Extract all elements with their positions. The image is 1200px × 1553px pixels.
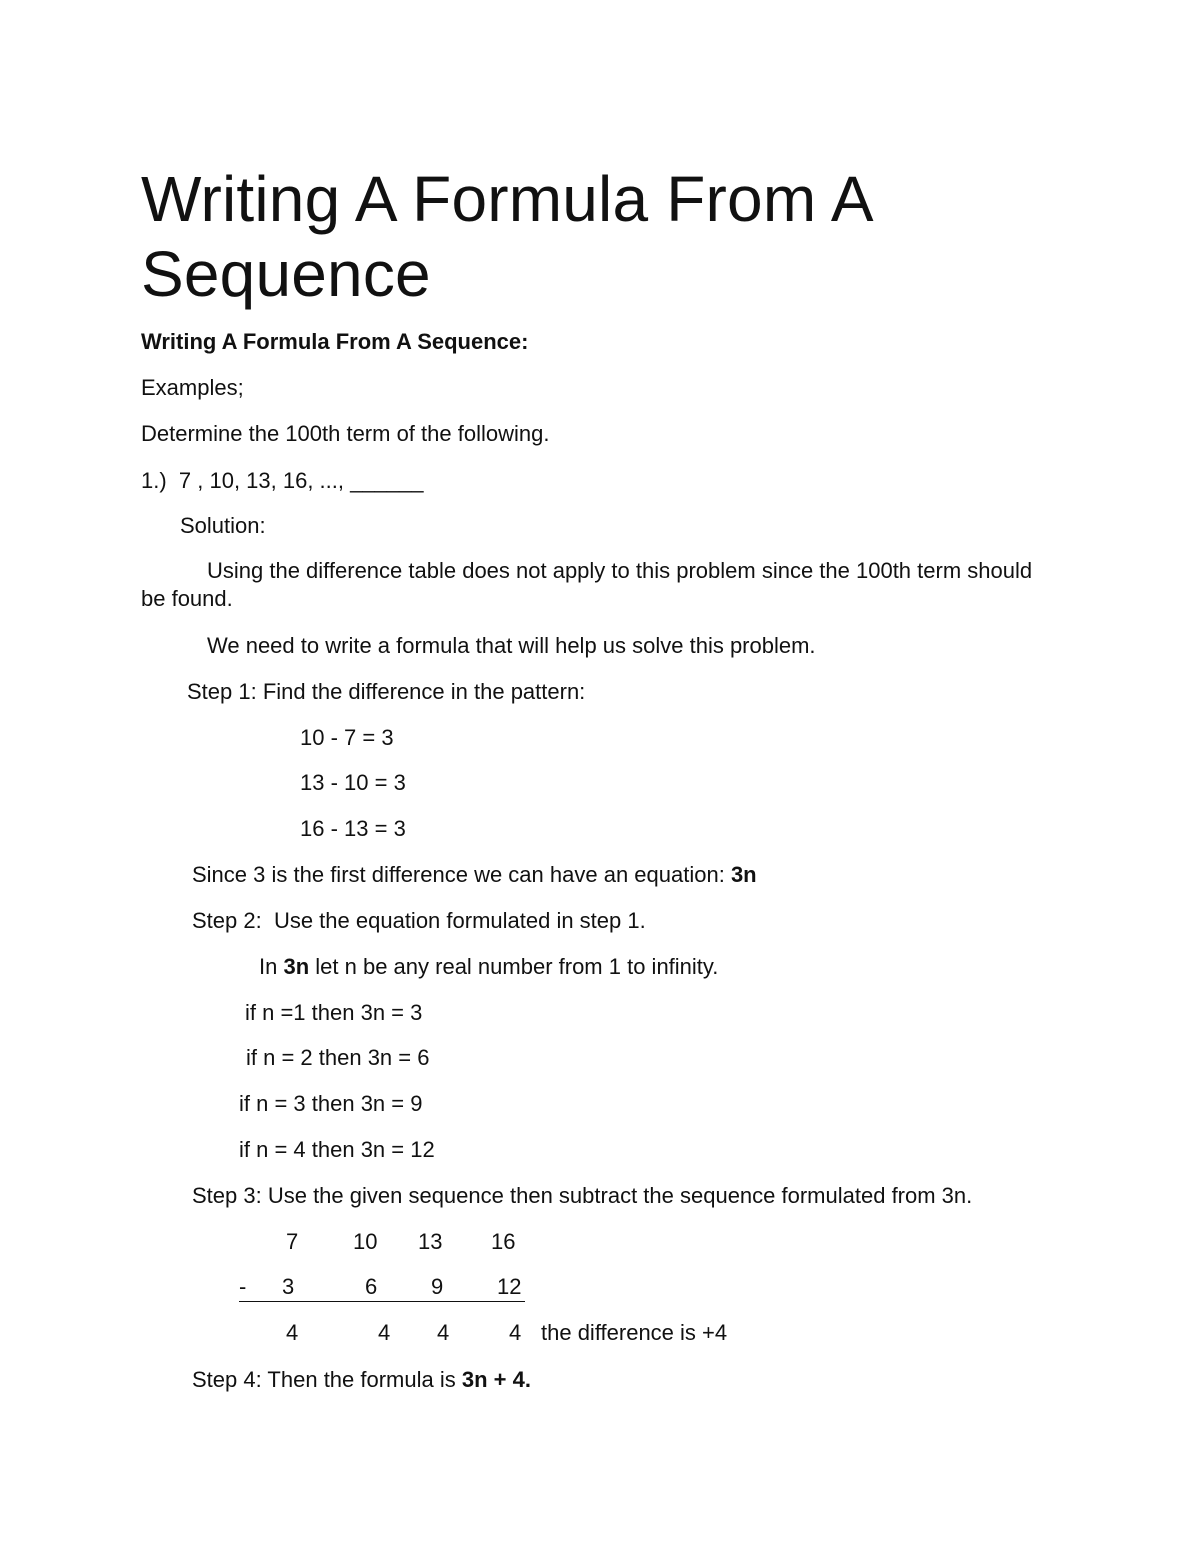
case-line-1: if n =1 then 3n = 3	[245, 1000, 423, 1025]
sequence-value: 13	[418, 1229, 443, 1254]
sequence-value: 7	[286, 1229, 299, 1254]
difference-line-3: 16 - 13 = 3	[300, 816, 406, 841]
step-2-text: Step 2: Use the equation formulated in step 1.	[192, 908, 646, 933]
case-line-2: if n = 2 then 3n = 6	[246, 1045, 430, 1070]
subtract-value: 6	[365, 1274, 378, 1299]
solution-label: Solution:	[180, 513, 266, 538]
subtract-value: 3	[282, 1274, 295, 1299]
step-3-text: Step 3: Use the given sequence then subtract the sequence formulated from 3n.	[192, 1183, 973, 1208]
subtract-value: 12	[497, 1274, 522, 1299]
case-line-4: if n = 4 then 3n = 12	[239, 1137, 435, 1162]
examples-label: Examples;	[141, 375, 244, 400]
equation-bold: 3n	[730, 862, 757, 887]
result-value: 4	[509, 1320, 522, 1345]
step-1-text: Step 1: Find the difference in the pattern:	[187, 679, 586, 704]
difference-line-2: 13 - 10 = 3	[300, 770, 406, 795]
result-value: 4	[378, 1320, 391, 1345]
domain-sentence-post: let n be any real number from 1 to infinity.	[309, 954, 719, 979]
section-heading: Writing A Formula From A Sequence:	[141, 329, 529, 354]
result-value: 4	[286, 1320, 299, 1345]
paragraph-1: Using the difference table does not apply to this problem since the 100th term should be found.	[141, 558, 1033, 611]
step-4-text	[192, 1366, 531, 1394]
difference-line-1: 10 - 7 = 3	[300, 725, 394, 750]
problem-statement: 1.) 7 , 10, 13, 16, ..., ______	[141, 468, 424, 493]
paragraph-2: We need to write a formula that will help us solve this problem.	[207, 633, 816, 658]
subtract-value: 9	[431, 1274, 444, 1299]
equation-sentence-text: Since 3 is the first difference we can have an equation:	[192, 862, 731, 887]
final-formula: 3n + 4.	[461, 1367, 531, 1392]
domain-sentence-pre: In	[259, 954, 284, 979]
domain-sentence-bold: 3n	[283, 954, 310, 979]
domain-sentence	[259, 953, 718, 981]
step-4-pre: Step 4: Then the formula is	[192, 1367, 462, 1392]
equation-sentence	[192, 861, 757, 889]
sequence-value: 16	[491, 1229, 516, 1254]
instruction-text: Determine the 100th term of the following.	[141, 421, 550, 446]
page-title: Writing A Formula From A Sequence	[141, 163, 871, 310]
result-note: the difference is +4	[541, 1320, 728, 1345]
sequence-value: 10	[353, 1229, 378, 1254]
minus-sign: -	[239, 1274, 247, 1299]
result-value: 4	[437, 1320, 450, 1345]
case-line-3: if n = 3 then 3n = 9	[239, 1091, 423, 1116]
